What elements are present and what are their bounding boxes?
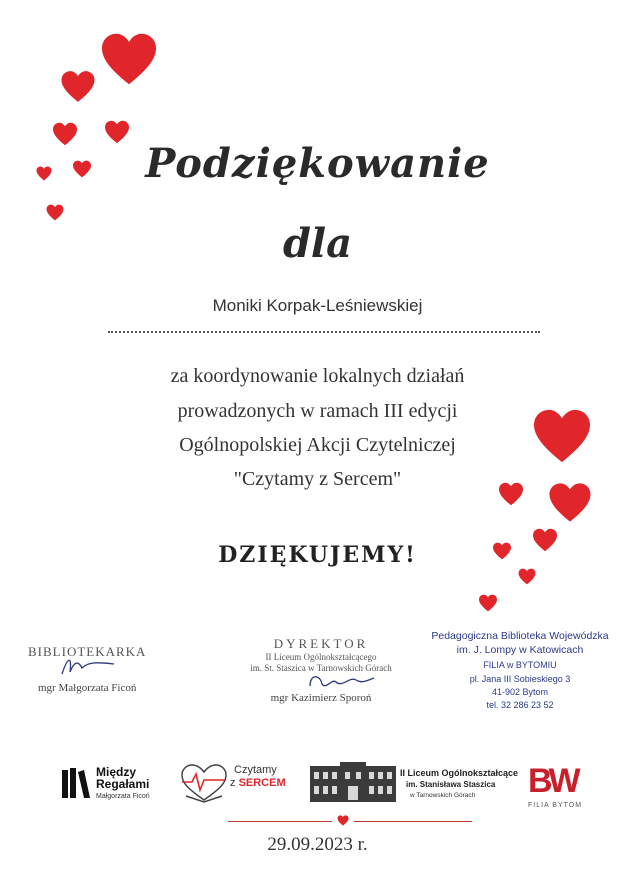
heart-icon bbox=[478, 594, 498, 612]
heart-icon bbox=[518, 568, 536, 585]
heart-icon bbox=[337, 815, 349, 826]
stamp-line1: Pedagogiczna Biblioteka Wojewódzka bbox=[431, 630, 609, 642]
miedzy-line3: Małgorzata Ficoń bbox=[96, 793, 150, 800]
czytamy-line1: Czytamy bbox=[234, 764, 277, 776]
thanks-heading: DZIĘKUJEMY! bbox=[218, 542, 417, 568]
bytom-caption: FILIA BYTOM bbox=[528, 802, 583, 809]
book-heart-icon bbox=[178, 762, 230, 806]
miedzy-line2: Regałami bbox=[96, 777, 150, 791]
liceum-logo bbox=[310, 762, 519, 808]
body-line-4: "Czytamy z Sercem" bbox=[233, 468, 402, 490]
document-subtitle: dla bbox=[282, 220, 353, 267]
director-school-line1: II Liceum Ogólnokształcącego bbox=[265, 652, 377, 662]
stamp-line5: 41-902 Bytom bbox=[491, 687, 549, 697]
recipient-name: Moniki Korpak-Leśniewskiej bbox=[212, 296, 423, 315]
czytamy-z-sercem-logo bbox=[178, 760, 288, 810]
handwritten-signature bbox=[306, 668, 376, 694]
stamp-line4: pl. Jana III Sobieskiego 3 bbox=[469, 674, 571, 684]
librarian-signature bbox=[28, 644, 158, 694]
miedzy-line1: Między bbox=[96, 765, 137, 779]
body-line-3: Ogólnopolskiej Akcji Czytelniczej bbox=[179, 434, 456, 456]
director-school-line2: im. St. Staszica w Tarnowskich Górach bbox=[250, 663, 392, 673]
divider-line-left bbox=[228, 821, 332, 822]
liceum-line2: im. Stanisława Staszica bbox=[406, 780, 496, 789]
school-building-icon bbox=[310, 762, 396, 804]
document-date: 29.09.2023 r. bbox=[267, 834, 368, 855]
body-line-2: prowadzonych w ramach III edycji bbox=[177, 400, 458, 422]
library-stamp bbox=[420, 630, 620, 710]
document-title: Podziękowanie bbox=[145, 140, 490, 187]
stamp-line2: im. J. Lompy w Katowicach bbox=[456, 644, 584, 656]
director-signature bbox=[236, 636, 406, 704]
heart-icon bbox=[100, 32, 158, 86]
czytamy-prefix: z bbox=[230, 777, 236, 789]
body-line-1: za koordynowanie lokalnych działań bbox=[170, 365, 465, 387]
librarian-title: BIBLIOTEKARKA bbox=[28, 644, 147, 659]
liceum-line3: w Tarnowskich Górach bbox=[410, 792, 476, 799]
liceum-line1: II Liceum Ogólnokształcące bbox=[400, 768, 519, 778]
dotted-divider bbox=[108, 331, 540, 333]
heart-icon bbox=[60, 70, 96, 103]
books-icon bbox=[62, 768, 92, 800]
filia-bytom-logo bbox=[524, 764, 594, 812]
librarian-name: mgr Małgorzata Ficoń bbox=[38, 682, 137, 694]
director-name: mgr Kazimierz Sporoń bbox=[270, 692, 372, 704]
czytamy-emph: SERCEM bbox=[238, 777, 286, 789]
stamp-line3: FILIA w BYTOMIU bbox=[483, 660, 557, 670]
miedzy-regalami-logo bbox=[62, 766, 172, 806]
heart-icon bbox=[46, 204, 64, 221]
divider-line-right bbox=[354, 821, 472, 822]
stamp-line6: tel. 32 286 23 52 bbox=[486, 700, 554, 710]
handwritten-signature bbox=[58, 654, 118, 678]
director-title: DYREKTOR bbox=[273, 636, 369, 651]
bytom-mark: BW bbox=[528, 762, 577, 800]
